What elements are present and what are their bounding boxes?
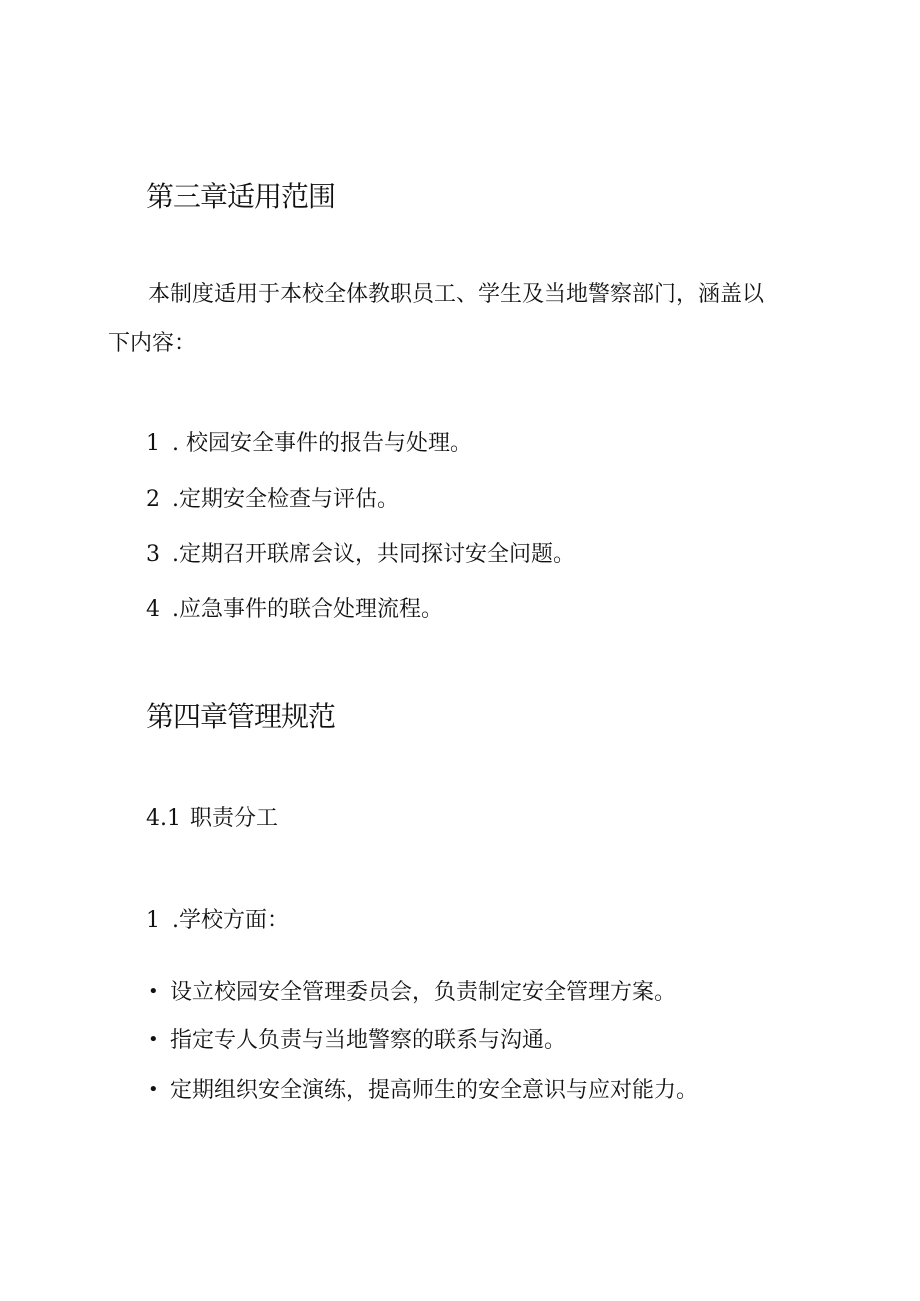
- list-item-number: 4: [146, 597, 160, 622]
- list-item-text: .定期召开联席会议，共同探讨安全问题。: [172, 542, 575, 567]
- chapter4-title: 第四章管理规范: [146, 700, 336, 733]
- bullet-text: 定期组织安全演练，提高师生的安全意识与应对能力。: [170, 1078, 699, 1103]
- chapter3-intro-line1: 本制度适用于本校全体教职员工、学生及当地警察部门，涵盖以: [148, 282, 765, 307]
- list-item-number: 2: [146, 487, 160, 512]
- bullet-text: 设立校园安全管理委员会，负责制定安全管理方案。: [170, 980, 677, 1005]
- list-item-text: .定期安全检查与评估。: [172, 487, 399, 512]
- section-number: 4.1: [146, 806, 181, 831]
- list-item-number: 3: [146, 542, 160, 567]
- bullet-icon: •: [148, 1029, 159, 1050]
- chapter3-intro-line2: 下内容：: [108, 331, 197, 356]
- section-heading: [146, 808, 278, 830]
- list-item: [146, 544, 575, 566]
- chapter3-title: 第三章适用范围: [146, 180, 336, 213]
- bullet-item: [148, 1030, 566, 1052]
- section-title: 职责分工: [190, 806, 279, 831]
- list-item: [146, 599, 443, 621]
- list-item: [146, 433, 472, 455]
- bullet-icon: •: [148, 981, 159, 1002]
- list-item-text: . 校园安全事件的报告与处理。: [172, 431, 472, 456]
- bullet-item: [148, 982, 676, 1004]
- list-item: [146, 489, 399, 511]
- sub-heading-number: 1: [146, 908, 160, 933]
- list-item-text: .应急事件的联合处理流程。: [172, 597, 443, 622]
- sub-heading-text: .学校方面：: [172, 908, 289, 933]
- list-item-number: 1: [146, 431, 160, 456]
- bullet-text: 指定专人负责与当地警察的联系与沟通。: [170, 1028, 567, 1053]
- bullet-item: [148, 1080, 698, 1102]
- bullet-icon: •: [148, 1079, 159, 1100]
- sub-heading: [146, 910, 289, 932]
